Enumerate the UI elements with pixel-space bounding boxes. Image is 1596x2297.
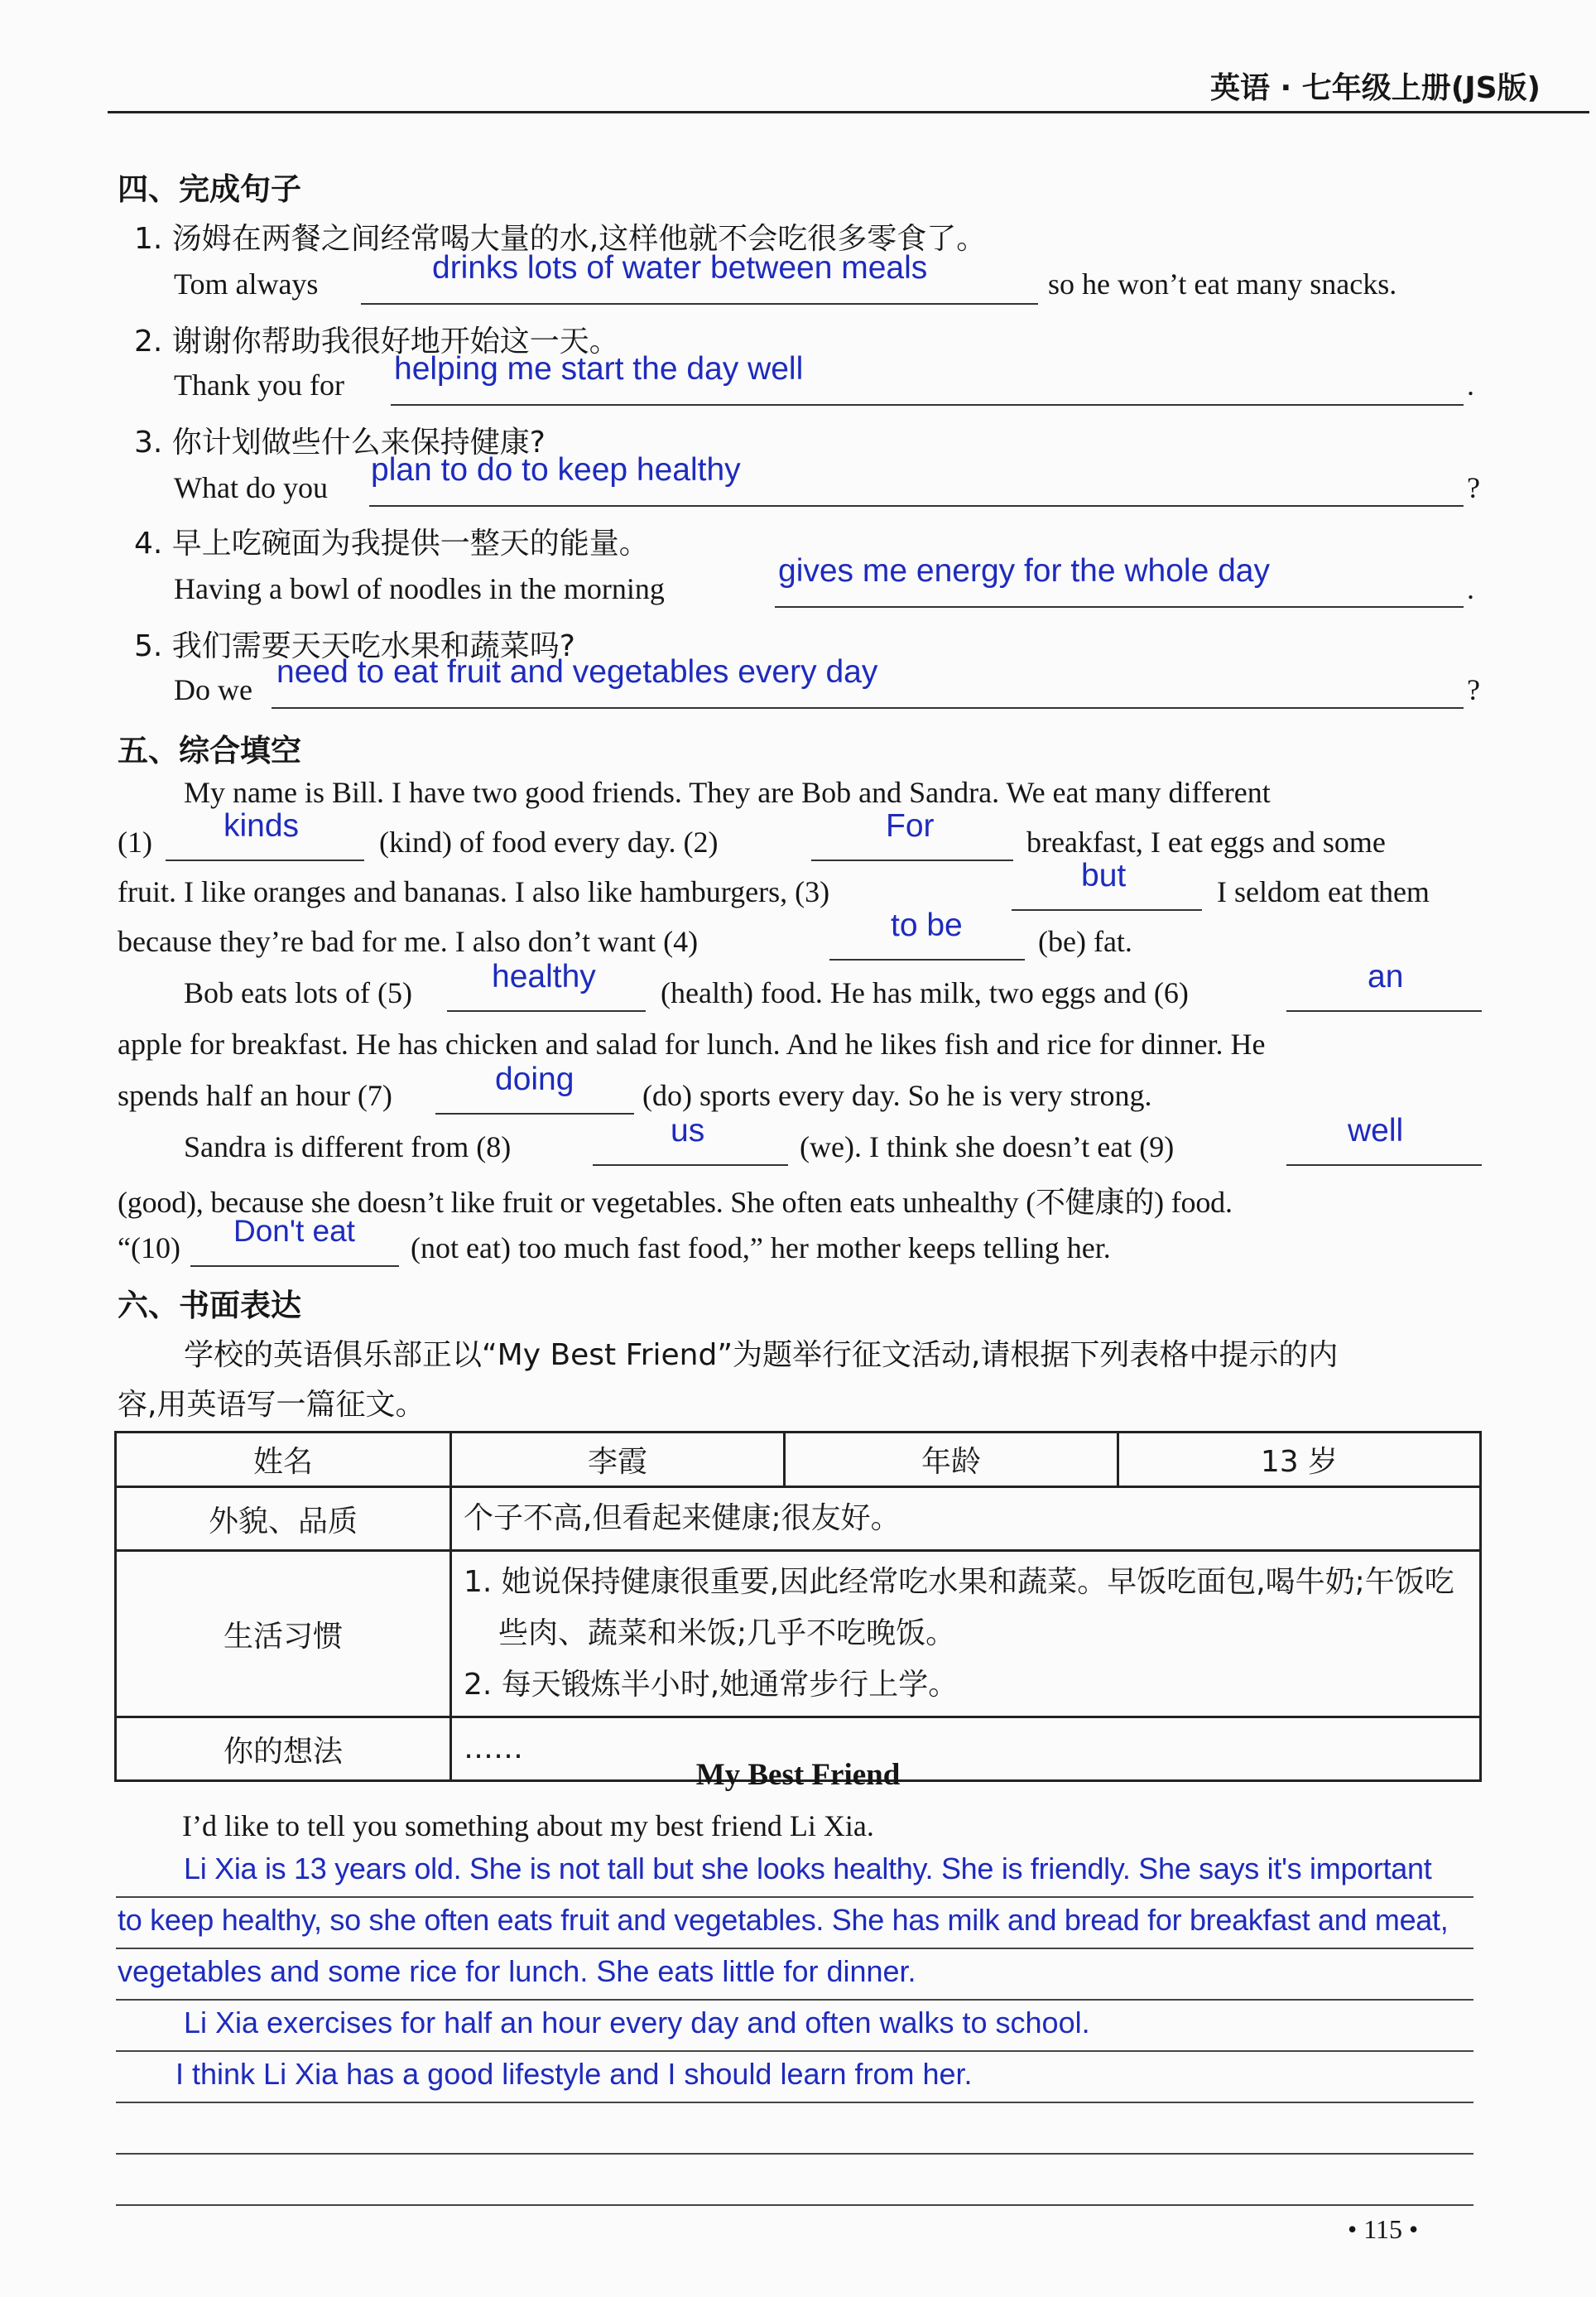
s5-p3-line2: (good), because she doesn’t like fruit or vegetables. She often eats unhealthy (不健康的) food. bbox=[118, 1186, 1233, 1219]
answer-2: For bbox=[886, 808, 935, 844]
answer-9: well bbox=[1348, 1113, 1404, 1148]
s5-p1-line1: My name is Bill. I have two good friends. They are Bob and Sandra. We eat many different bbox=[184, 776, 1271, 809]
item-2-suffix: . bbox=[1467, 368, 1474, 402]
blank-3[interactable] bbox=[1012, 909, 1202, 911]
essay-line-4: Li Xia exercises for half an hour every day and often walks to school. bbox=[184, 2006, 1090, 2039]
habit-2: 2. 每天锻炼半小时,她通常步行上学。 bbox=[464, 1668, 959, 1702]
item-2-answer: helping me start the day well bbox=[394, 351, 804, 387]
section5-heading: 五、综合填空 bbox=[118, 733, 301, 768]
answer-7: doing bbox=[495, 1062, 574, 1097]
page-number: • 115 • bbox=[1348, 2214, 1419, 2244]
age-label: 年龄 bbox=[785, 1433, 1118, 1487]
s5-p2-line1-a: Bob eats lots of (5) bbox=[184, 976, 412, 1009]
habits-label: 生活习惯 bbox=[116, 1551, 451, 1717]
item-2-prefix: Thank you for bbox=[174, 368, 344, 402]
essay-opening: I’d like to tell you something about my best friend Li Xia. bbox=[182, 1809, 874, 1842]
s6-intro-line1: 学校的英语俱乐部正以“My Best Friend”为题举行征文活动,请根据下列表格中提示的内 bbox=[184, 1338, 1339, 1372]
item-5-prefix: Do we bbox=[174, 673, 252, 706]
s5-p2-line1-b: (health) food. He has milk, two eggs and (6) bbox=[661, 976, 1189, 1009]
habit-1: 1. 她说保持健康很重要,因此经常吃水果和蔬菜。早饭吃面包,喝牛奶;午饭吃些肉、蔬菜和米饭;几乎不吃晚饭。 bbox=[464, 1565, 1454, 1650]
essay-line-5: I think Li Xia has a good lifestyle and I should learn from her. bbox=[175, 2057, 973, 2091]
essay-line-1: Li Xia is 13 years old. She is not tall but she looks healthy. She is friendly. She says it's important bbox=[184, 1852, 1432, 1885]
section6-heading: 六、书面表达 bbox=[118, 1288, 301, 1323]
item-3-prefix: What do you bbox=[174, 471, 328, 504]
s5-p1-line4-a: because they’re bad for me. I also don’t want (4) bbox=[118, 925, 699, 958]
answer-8: us bbox=[671, 1113, 705, 1148]
essay-line-2: to keep healthy, so she often eats fruit and vegetables. She has milk and bread for breakfast and meat, bbox=[118, 1903, 1449, 1937]
item-5-answer: need to eat fruit and vegetables every day bbox=[276, 654, 878, 690]
s5-p2-line3-a: spends half an hour (7) bbox=[118, 1079, 392, 1112]
answer-5: healthy bbox=[492, 959, 596, 994]
age-value: 13 岁 bbox=[1118, 1433, 1481, 1487]
looks-label: 外貌、品质 bbox=[116, 1487, 451, 1551]
looks-value: 个子不高,但看起来健康;很友好。 bbox=[451, 1487, 1481, 1551]
name-value: 李霞 bbox=[451, 1433, 785, 1487]
name-label: 姓名 bbox=[116, 1433, 451, 1487]
s5-p3-line3-a: “(10) bbox=[118, 1231, 180, 1264]
blank-2[interactable] bbox=[811, 860, 1013, 861]
blank-7[interactable] bbox=[435, 1113, 634, 1115]
s5-p3-line1-a: Sandra is different from (8) bbox=[184, 1130, 512, 1163]
item-4-prefix: Having a bowl of noodles in the morning bbox=[174, 572, 665, 605]
s5-p1-line2-b: (kind) of food every day. (2) bbox=[379, 826, 719, 859]
blank-4[interactable] bbox=[829, 959, 1025, 961]
writing-line[interactable] bbox=[116, 2102, 1473, 2103]
s5-p2-line3-b: (do) sports every day. So he is very strong. bbox=[642, 1079, 1152, 1112]
item-3-answer: plan to do to keep healthy bbox=[371, 452, 741, 488]
s5-p2-line2: apple for breakfast. He has chicken and salad for lunch. And he likes fish and rice for dinner. He bbox=[118, 1028, 1266, 1061]
item-4-chinese: 4. 早上吃碗面为我提供一整天的能量。 bbox=[134, 527, 649, 561]
blank-9[interactable] bbox=[1286, 1164, 1482, 1166]
essay-line-3: vegetables and some rice for lunch. She eats little for dinner. bbox=[118, 1954, 916, 1988]
blank-5[interactable] bbox=[447, 1010, 646, 1012]
item-5-suffix: ? bbox=[1467, 673, 1480, 706]
writing-line[interactable] bbox=[116, 1896, 1473, 1898]
blank-8[interactable] bbox=[593, 1164, 788, 1166]
opinion-label: 你的想法 bbox=[116, 1717, 451, 1781]
s5-p1-line3-b: I seldom eat them bbox=[1217, 875, 1430, 908]
item-1-blank[interactable] bbox=[361, 303, 1038, 305]
s5-p1-line2-c: breakfast, I eat eggs and some bbox=[1026, 826, 1386, 859]
item-3-blank[interactable] bbox=[369, 505, 1464, 507]
blank-6[interactable] bbox=[1286, 1010, 1482, 1012]
header-title: 英语 · 七年级上册(JS版) bbox=[1210, 71, 1541, 105]
writing-line[interactable] bbox=[116, 2153, 1473, 2155]
writing-line[interactable] bbox=[116, 1999, 1473, 2001]
item-4-blank[interactable] bbox=[775, 606, 1464, 608]
item-1-chinese: 1. 汤姆在两餐之间经常喝大量的水,这样他就不会吃很多零食了。 bbox=[134, 222, 987, 256]
item-4-answer: gives me energy for the whole day bbox=[778, 553, 1270, 589]
section4-heading: 四、完成句子 bbox=[118, 171, 301, 207]
s5-p1-line3-a: fruit. I like oranges and bananas. I also like hamburgers, (3) bbox=[118, 875, 830, 908]
writing-line[interactable] bbox=[116, 2050, 1473, 2052]
item-3-suffix: ? bbox=[1467, 471, 1480, 504]
info-table bbox=[114, 1431, 1482, 1782]
answer-4: to be bbox=[891, 908, 963, 943]
habits-value bbox=[451, 1551, 1481, 1717]
header-rule bbox=[108, 111, 1589, 113]
essay-title: My Best Friend bbox=[695, 1758, 901, 1792]
item-5-blank[interactable] bbox=[272, 707, 1464, 709]
s5-p1-line2-a: (1) bbox=[118, 826, 152, 859]
item-3-chinese: 3. 你计划做些什么来保持健康? bbox=[134, 426, 546, 460]
answer-10: Don't eat bbox=[233, 1214, 355, 1248]
writing-line[interactable] bbox=[116, 1948, 1473, 1949]
writing-line[interactable] bbox=[116, 2204, 1473, 2206]
s5-p3-line3-b: (not eat) too much fast food,” her mother keeps telling her. bbox=[411, 1231, 1111, 1264]
s6-intro-line2: 容,用英语写一篇征文。 bbox=[118, 1388, 425, 1422]
answer-6: an bbox=[1368, 959, 1404, 994]
opinion-value: …… bbox=[451, 1717, 1481, 1781]
s5-p3-line1-b: (we). I think she doesn’t eat (9) bbox=[800, 1130, 1175, 1163]
item-4-suffix: . bbox=[1467, 572, 1474, 605]
answer-3: but bbox=[1081, 858, 1127, 893]
blank-10[interactable] bbox=[190, 1265, 399, 1267]
item-2-blank[interactable] bbox=[391, 404, 1464, 406]
item-5-chinese: 5. 我们需要天天吃水果和蔬菜吗? bbox=[134, 629, 575, 663]
item-1-prefix: Tom always bbox=[174, 267, 319, 301]
item-2-chinese: 2. 谢谢你帮助我很好地开始这一天。 bbox=[134, 325, 619, 359]
blank-1[interactable] bbox=[166, 860, 364, 861]
item-1-answer: drinks lots of water between meals bbox=[432, 250, 928, 286]
s5-p1-line4-b: (be) fat. bbox=[1038, 925, 1132, 958]
answer-1: kinds bbox=[224, 808, 300, 844]
item-1-suffix: so he won’t eat many snacks. bbox=[1048, 267, 1397, 301]
